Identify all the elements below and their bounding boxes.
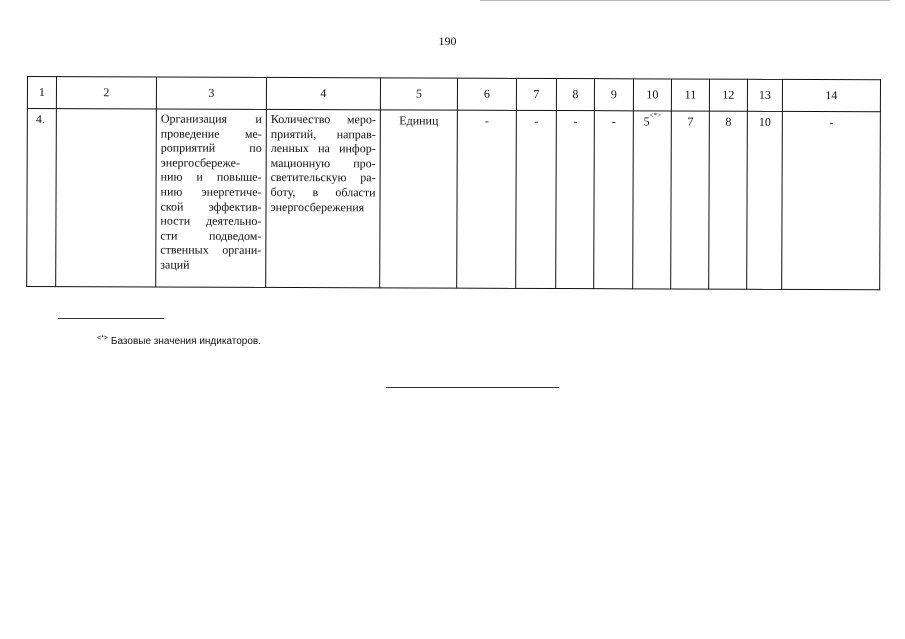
indicator-line: энергосбережения bbox=[270, 199, 365, 214]
indicator-line: Количество меро- bbox=[270, 111, 376, 127]
indicator-line: мационную про- bbox=[270, 155, 376, 171]
activity-line: нию энергетиче- bbox=[160, 184, 262, 199]
indicator-name-cell bbox=[266, 109, 381, 287]
activity-line: заций bbox=[160, 257, 190, 272]
value-cell-9: - bbox=[594, 111, 634, 289]
activity-line: энергосбереже- bbox=[160, 155, 241, 170]
value-cell-12: 8 bbox=[709, 111, 748, 289]
footnote-text: Базовые значения индикаторов. bbox=[110, 336, 262, 347]
table-row bbox=[27, 109, 881, 290]
value-cell-7: - bbox=[516, 110, 557, 288]
row-number: 4. bbox=[27, 109, 57, 287]
base-value: 5 bbox=[643, 114, 650, 129]
indicator-line: ленных на инфор- bbox=[270, 141, 376, 156]
value-cell-11: 7 bbox=[671, 111, 710, 289]
footnote-mark: <*> bbox=[97, 335, 108, 342]
activity-line: ности деятельно- bbox=[160, 213, 262, 229]
header-cell-6: 6 bbox=[457, 78, 516, 110]
value-cell-8: - bbox=[556, 111, 595, 289]
indicators-table bbox=[26, 76, 881, 290]
value-cell-14: - bbox=[782, 111, 881, 289]
header-cell-4: 4 bbox=[266, 77, 380, 109]
header-cell-7: 7 bbox=[516, 78, 556, 110]
activity-line: проведение ме- bbox=[160, 126, 262, 141]
activity-line: ской эффектив- bbox=[160, 199, 262, 214]
header-cell-1: 1 bbox=[27, 77, 56, 109]
header-cell-5: 5 bbox=[380, 78, 457, 110]
table-header-row bbox=[27, 77, 880, 112]
indicator-line: боту, в области bbox=[270, 184, 376, 200]
activity-line: Организация и bbox=[160, 111, 262, 126]
header-cell-11: 11 bbox=[671, 79, 709, 111]
indicator-line: приятий, направ- bbox=[270, 126, 376, 141]
header-cell-13: 13 bbox=[747, 79, 782, 111]
header-cell-8: 8 bbox=[556, 79, 594, 111]
footnote-separator bbox=[58, 318, 164, 319]
end-separator bbox=[386, 387, 559, 388]
header-cell-12: 12 bbox=[709, 79, 747, 111]
activity-line: роприятий по bbox=[160, 140, 262, 156]
row-col2 bbox=[56, 109, 157, 287]
footnote bbox=[97, 336, 261, 347]
value-cell-10 bbox=[633, 111, 672, 289]
value-cell-6: - bbox=[457, 110, 517, 288]
value-cell-13: 10 bbox=[747, 111, 783, 289]
activity-line: нию и повыше- bbox=[160, 169, 262, 185]
header-cell-14: 14 bbox=[782, 79, 880, 111]
header-cell-10: 10 bbox=[633, 79, 671, 111]
indicator-line: светительскую ра- bbox=[270, 170, 376, 185]
activity-name-cell bbox=[156, 109, 267, 287]
header-cell-9: 9 bbox=[594, 79, 633, 111]
page-number: 190 bbox=[438, 34, 457, 48]
unit-cell: Единиц bbox=[380, 110, 458, 288]
scan-edge-line bbox=[480, 0, 890, 1]
header-cell-3: 3 bbox=[156, 77, 266, 109]
footnote-reference: <*> bbox=[649, 111, 662, 120]
header-cell-2: 2 bbox=[56, 77, 156, 109]
activity-line: ственных органи- bbox=[160, 242, 262, 258]
activity-line: сти подведом- bbox=[160, 228, 262, 243]
